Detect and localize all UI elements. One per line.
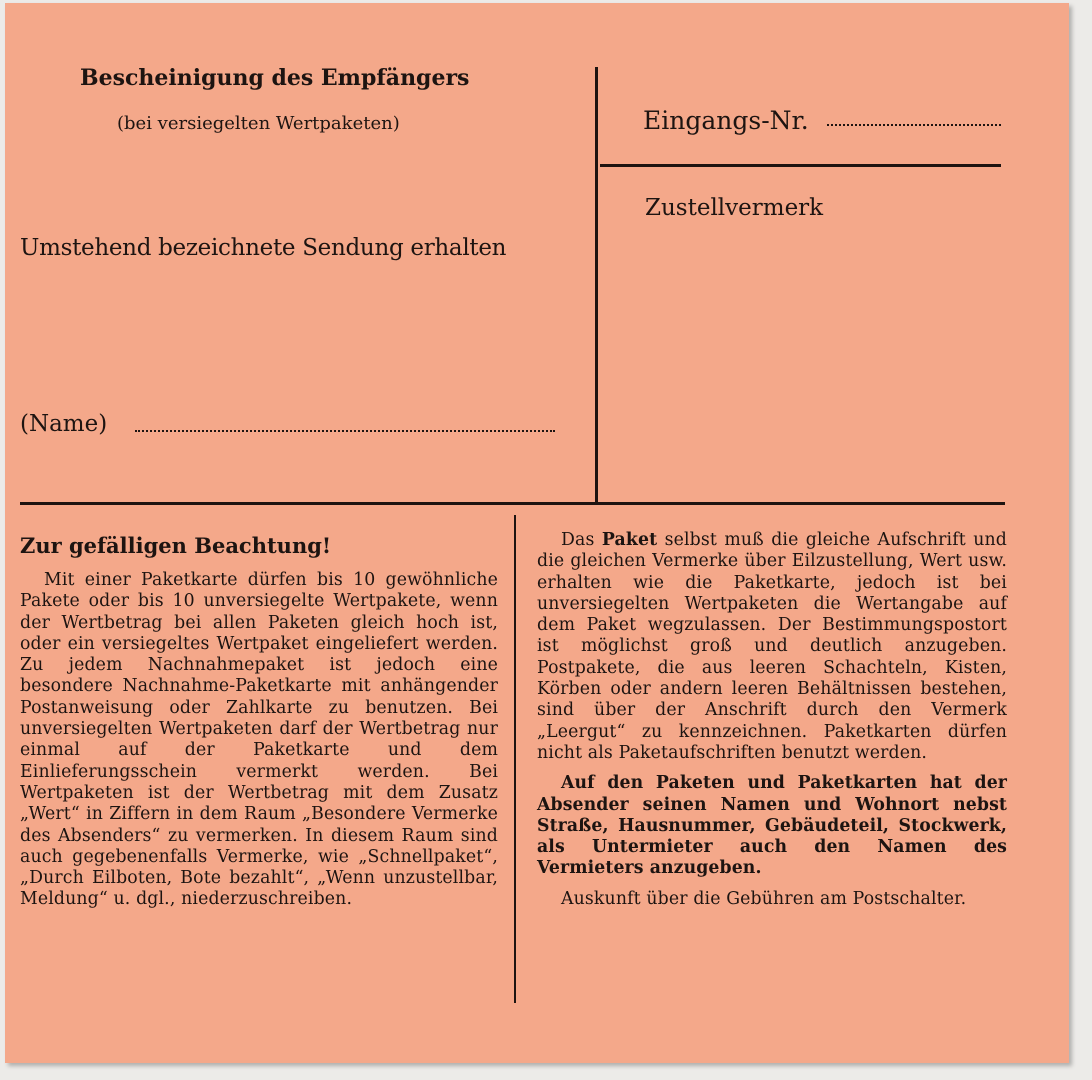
vertical-divider-bottom — [514, 515, 516, 1003]
notice-right-p1-start: Das — [561, 530, 595, 550]
name-dotted-line — [135, 430, 555, 432]
notice-right-column — [537, 530, 1007, 910]
notice-left-paragraph: Mit einer Paketkarte dürfen bis 10 gewöhnliche Pakete oder bis 10 unversiegelte Wertpakete, wenn der Wertbetrag bei allen Paketen gleich hoch ist, oder ein versiegeltes Wertpaket eingeliefert werden. Zu jedem Nachnahmepaket ist jedoch eine besondere Nachnahme-Paketkarte mit anhängender Postanweisung oder Zahlkarte zu benutzen. Bei unversiegelten Wertpaketen darf der Wertbetrag nur einmal auf der Paketkarte und dem Einlieferungsschein vermerkt werden. Bei Wertpaketen ist der Wertbetrag mit dem Zusatz „Wert“ in Ziffern in dem Raum „Besondere Vermerke des Absenders“ zu vermerken. In diesem Raum sind auch gegebenenfalls Vermerke, wie „Schnellpaket“, „Durch Eilboten, Bote bezahlt“, „Wenn unzustellbar, Meldung“ u. dgl., niederzuschreiben. — [20, 570, 498, 910]
parcel-card-back — [5, 3, 1069, 1063]
entry-number-label: Eingangs-Nr. — [643, 106, 809, 135]
name-label: (Name) — [20, 411, 108, 437]
notice-right-p1-rest: selbst muß die gleiche Aufschrift und die gleichen Vermerke über Eilzustellung, Wert usw. erhalten wie die Paketkarte, jedoch ist bei unversiegelten Wertpaketen die Wertangabe auf dem Paket wegzulassen. Der Bestimmungspostort ist möglichst groß und deutlich anzugeben. Postpakete, die aus leeren Schachteln, Kisten, Körben oder andern leeren Behältnissen bestehen, sind über der Anschrift durch den Vermerk „Leergut“ zu kennzeichnen. Paketkarten dürfen nicht als Paketaufschriften benutzt werden. — [537, 530, 1007, 763]
delivery-note-label: Zustellvermerk — [645, 195, 824, 221]
notice-right-p1-bold: Paket — [601, 530, 658, 550]
horizontal-divider-middle — [20, 502, 1005, 505]
entry-number-dotted-line — [827, 124, 1001, 126]
received-statement: Umstehend bezeichnete Sendung erhalten — [20, 235, 507, 261]
receipt-subtitle: (bei versiegelten Wertpaketen) — [117, 113, 400, 134]
notice-left-column — [20, 570, 498, 911]
notice-right-paragraph-2: Auf den Paketen und Paketkarten hat der Absender seinen Namen und Wohnort nebst Straße, Hausnummer, Gebäudeteil, Stockwerk, als Untermieter auch den Namen des Vermieters anzugeben. — [537, 773, 1007, 879]
vertical-divider-top — [595, 67, 598, 503]
notice-right-paragraph-3: Auskunft über die Gebühren am Postschalter. — [561, 888, 967, 909]
horizontal-divider-eingang — [600, 164, 1001, 167]
receipt-title: Bescheinigung des Empfängers — [80, 65, 470, 91]
notice-right-paragraph-1 — [537, 530, 1007, 764]
notice-title: Zur gefälligen Beachtung! — [20, 533, 332, 558]
